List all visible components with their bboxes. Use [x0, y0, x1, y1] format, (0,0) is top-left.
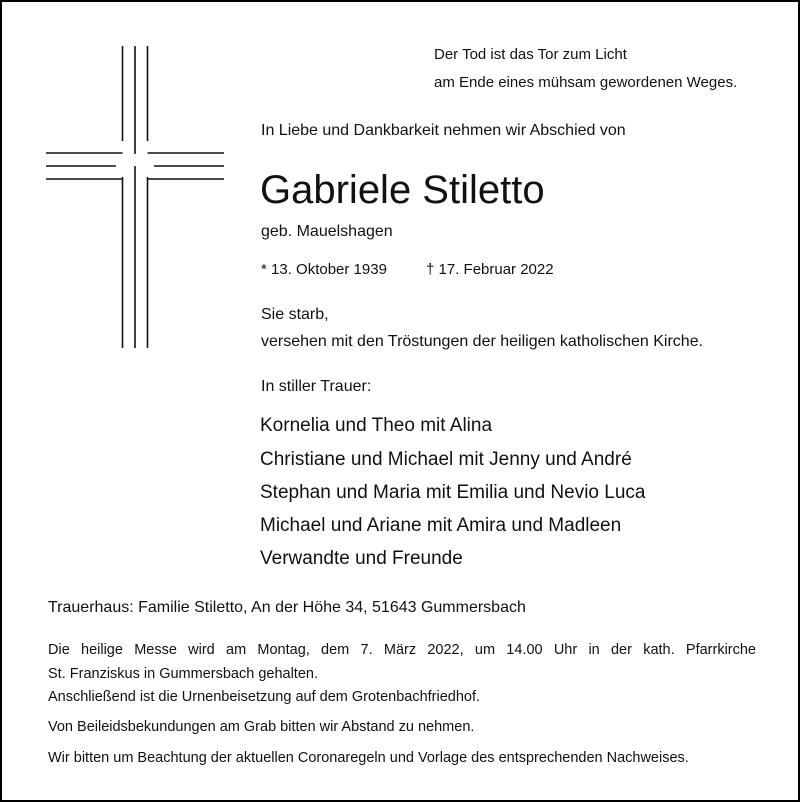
condolences-note: Von Beileidsbekundungen am Grab bitten wir Abstand zu nehmen.: [48, 719, 475, 735]
family-line: Christiane und Michael mit Jenny und André: [260, 449, 632, 470]
death-date: † 17. Februar 2022: [426, 261, 554, 278]
corona-note: Wir bitten um Beachtung der aktuellen Coronaregeln und Vorlage des entsprechenden Nachweises.: [48, 750, 689, 766]
family-line: Michael und Ariane mit Amira und Madleen: [260, 515, 622, 536]
service-line-3: Anschließend ist die Urnenbeisetzung auf dem Grotenbachfriedhof.: [48, 689, 481, 705]
mourning-house: Trauerhaus: Familie Stiletto, An der Höhe 34, 51643 Gummersbach: [48, 599, 526, 616]
family-line: Verwandte und Freunde: [260, 548, 463, 569]
birth-date: * 13. Oktober 1939: [261, 261, 387, 278]
mourning-label: In stiller Trauer:: [261, 378, 372, 395]
family-line: Stephan und Maria mit Emilia und Nevio Luca: [260, 482, 646, 503]
deceased-name: Gabriele Stiletto: [260, 168, 545, 212]
service-line-1: Die heilige Messe wird am Montag, dem 7. März 2022, um 14.00 Uhr in der kath. Pfarrkirche: [48, 642, 756, 658]
cross-icon: [46, 46, 224, 348]
intro-text: In Liebe und Dankbarkeit nehmen wir Abschied von: [261, 122, 626, 139]
service-line-2: St. Franziskus in Gummersbach gehalten.: [48, 666, 318, 682]
birth-name: geb. Mauelshagen: [261, 223, 393, 240]
family-line: Kornelia und Theo mit Alina: [260, 415, 493, 436]
motto-line-2: am Ende eines mühsam gewordenen Weges.: [434, 74, 738, 91]
motto-line-1: Der Tod ist das Tor zum Licht: [434, 46, 627, 63]
died-line-1: Sie starb,: [261, 306, 329, 323]
died-line-2: versehen mit den Tröstungen der heiligen katholischen Kirche.: [261, 333, 704, 350]
